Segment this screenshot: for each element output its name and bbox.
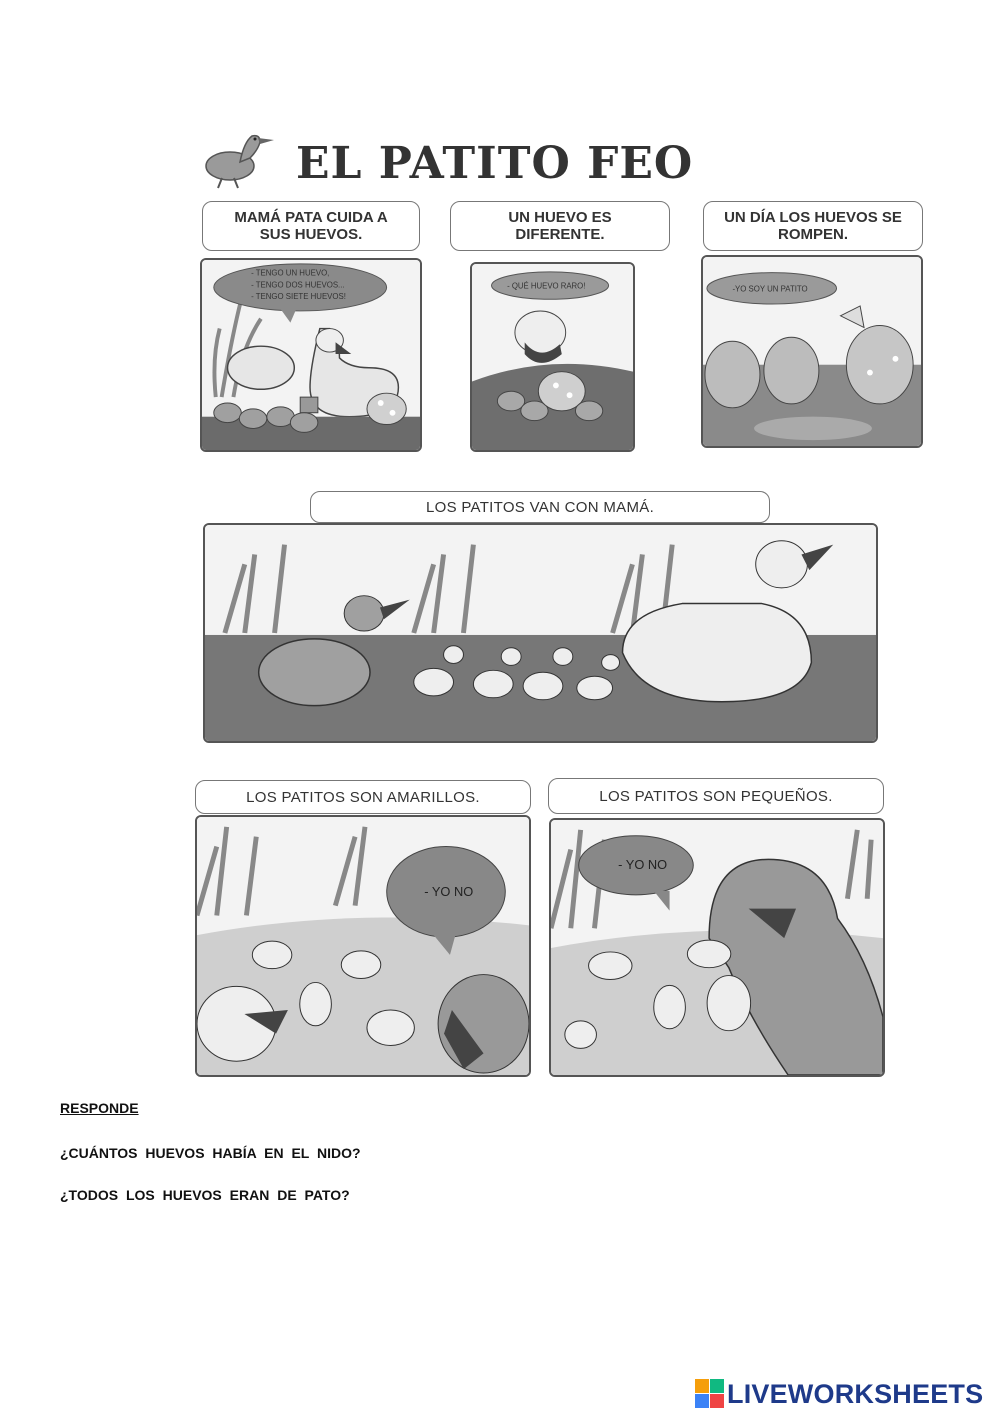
bubble-2-text: - QUÉ HUEVO RARO!	[507, 281, 586, 291]
caption-panel-3: UN DÍA LOS HUEVOS SE ROMPEN.	[703, 201, 923, 251]
caption-panel-4: LOS PATITOS VAN CON MAMÁ.	[310, 491, 770, 523]
brand-name: LIVEWORKSHEETS	[727, 1378, 984, 1409]
comic-panel-4	[203, 523, 878, 743]
comic-panel-3	[701, 255, 923, 448]
bubble-3-text: -YO SOY UN PATITO	[732, 284, 808, 294]
mother-duck-nest-illustration	[202, 260, 420, 450]
comic-panel-6	[549, 818, 885, 1077]
caption-panel-1: MAMÁ PATA CUIDA A SUS HUEVOS.	[202, 201, 420, 251]
responde-heading: RESPONDE	[60, 1100, 139, 1116]
yellow-ducklings-illustration	[197, 817, 529, 1075]
caption-panel-5: LOS PATITOS SON AMARILLOS.	[195, 780, 531, 814]
comic-panel-1	[200, 258, 422, 452]
small-ducklings-illustration	[551, 820, 883, 1075]
liveworksheets-logo	[695, 1376, 983, 1412]
comic-panel-5	[195, 815, 531, 1077]
odd-egg-illustration	[472, 264, 633, 450]
bubble-6-text: - YO NO	[618, 857, 668, 873]
bubble-5-text: - YO NO	[424, 883, 474, 899]
question-1: ¿CUÁNTOS HUEVOS HABÍA EN EL NIDO?	[60, 1145, 361, 1161]
page-title: EL PATITO FEO	[296, 138, 694, 189]
bubble-1-line-1: - TENGO UN HUEVO,	[251, 268, 330, 278]
ducks-walking-illustration	[205, 525, 876, 741]
caption-panel-6: LOS PATITOS SON PEQUEÑOS.	[548, 778, 884, 814]
hatching-ducklings-illustration	[703, 257, 921, 446]
question-2: ¿TODOS LOS HUEVOS ERAN DE PATO?	[60, 1187, 350, 1203]
liveworksheets-icon	[695, 1379, 725, 1409]
bubble-1-line-3: - TENGO SIETE HUEVOS!	[251, 292, 346, 302]
caption-panel-2: UN HUEVO ES DIFERENTE.	[450, 201, 670, 251]
title-duck-icon	[200, 128, 280, 190]
bubble-1-line-2: - TENGO DOS HUEVOS...	[251, 280, 345, 290]
comic-panel-2	[470, 262, 635, 452]
